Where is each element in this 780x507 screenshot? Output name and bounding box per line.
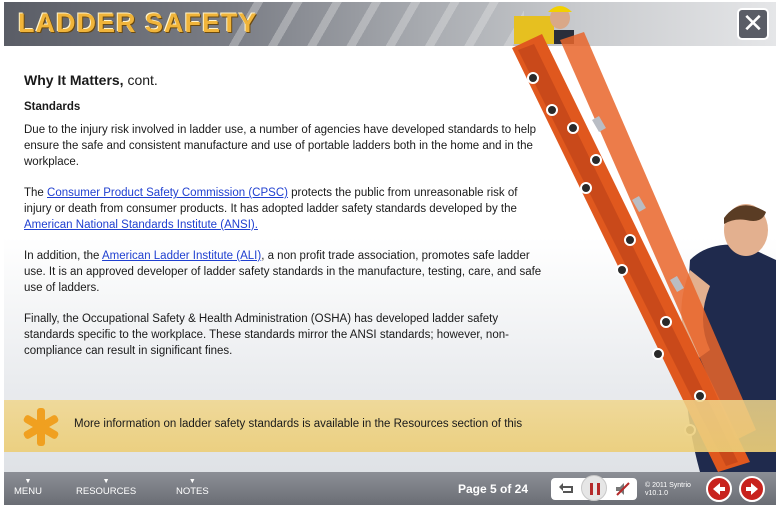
- cpsc-link[interactable]: Consumer Product Safety Commission (CPSC): [47, 187, 288, 199]
- replay-icon: [558, 482, 576, 496]
- speaker-muted-icon: [614, 481, 632, 497]
- copyright-text: [645, 482, 691, 498]
- pause-button[interactable]: [581, 475, 607, 501]
- p3-text-end: , a non profit trade association, promotes safe ladder use. It is an approved developer of ladder safety standards in the manufacture, testing, care, and safe use of ladders.: [24, 250, 542, 294]
- arrow-right-icon: [745, 482, 759, 496]
- ali-link[interactable]: American Ladder Institute (ALI): [102, 250, 262, 262]
- footer-bar: [4, 472, 776, 505]
- resources-caret-icon: ▼: [102, 478, 110, 485]
- course-title: LADDER SAFETY: [18, 8, 258, 38]
- notes-label: NOTES: [176, 486, 209, 497]
- star-icon: [20, 406, 62, 448]
- p3-text-start: In addition, the: [24, 250, 103, 262]
- notes-caret-icon: ▼: [188, 478, 196, 485]
- header-ladder-decoration: [224, 2, 524, 46]
- arrow-left-icon: [712, 482, 726, 496]
- notes-button[interactable]: [176, 478, 209, 497]
- page-indicator: Page 5 of 24: [458, 482, 529, 496]
- close-button[interactable]: ✕: [737, 8, 769, 40]
- previous-page-button[interactable]: [706, 476, 732, 502]
- ansi-link[interactable]: American National Standards Institute (ANSI).: [24, 219, 258, 231]
- paragraph-cpsc: [24, 185, 544, 233]
- resources-button[interactable]: [76, 478, 136, 497]
- media-controls: [551, 478, 637, 500]
- menu-caret-icon: ▼: [24, 478, 32, 485]
- p2-text-middle: protects the public from unreasonable risk of injury or death from consumer products. It has adopted ladder safety standards developed by the: [24, 187, 518, 215]
- pause-icon: [582, 476, 608, 502]
- heading-bold: Why It Matters,: [24, 72, 124, 88]
- next-page-button[interactable]: [739, 476, 765, 502]
- paragraph-osha: Finally, the Occupational Safety & Health Administration (OSHA) has developed ladder safety standards specific to the workplace. These standards mirror the ANSI standards; however, non-compliance can result in significant fines.: [24, 313, 509, 357]
- paragraph-intro: Due to the injury risk involved in ladder use, a number of agencies have developed standards to help ensure the safe and consistent manufacture and use of portable ladders both in the home and in the workplace.: [24, 124, 537, 168]
- heading-suffix: cont.: [123, 72, 158, 88]
- replay-button[interactable]: [553, 478, 581, 500]
- info-callout-bar: [4, 400, 776, 452]
- menu-label: MENU: [14, 486, 42, 497]
- resources-label: RESOURCES: [76, 486, 137, 497]
- p2-text-start: The: [24, 187, 48, 199]
- section-subheading: Standards: [24, 101, 81, 113]
- paragraph-ali: [24, 248, 544, 296]
- copyright-line: © 2011 Syntrio: [645, 482, 691, 489]
- mute-button[interactable]: [609, 478, 637, 500]
- version-line: v10.1.0: [645, 490, 668, 497]
- page-heading: [24, 72, 544, 88]
- info-callout-text: More information on ladder safety standards is available in the Resources section of this: [74, 418, 523, 430]
- menu-button[interactable]: [14, 478, 42, 497]
- lesson-text: [24, 72, 544, 374]
